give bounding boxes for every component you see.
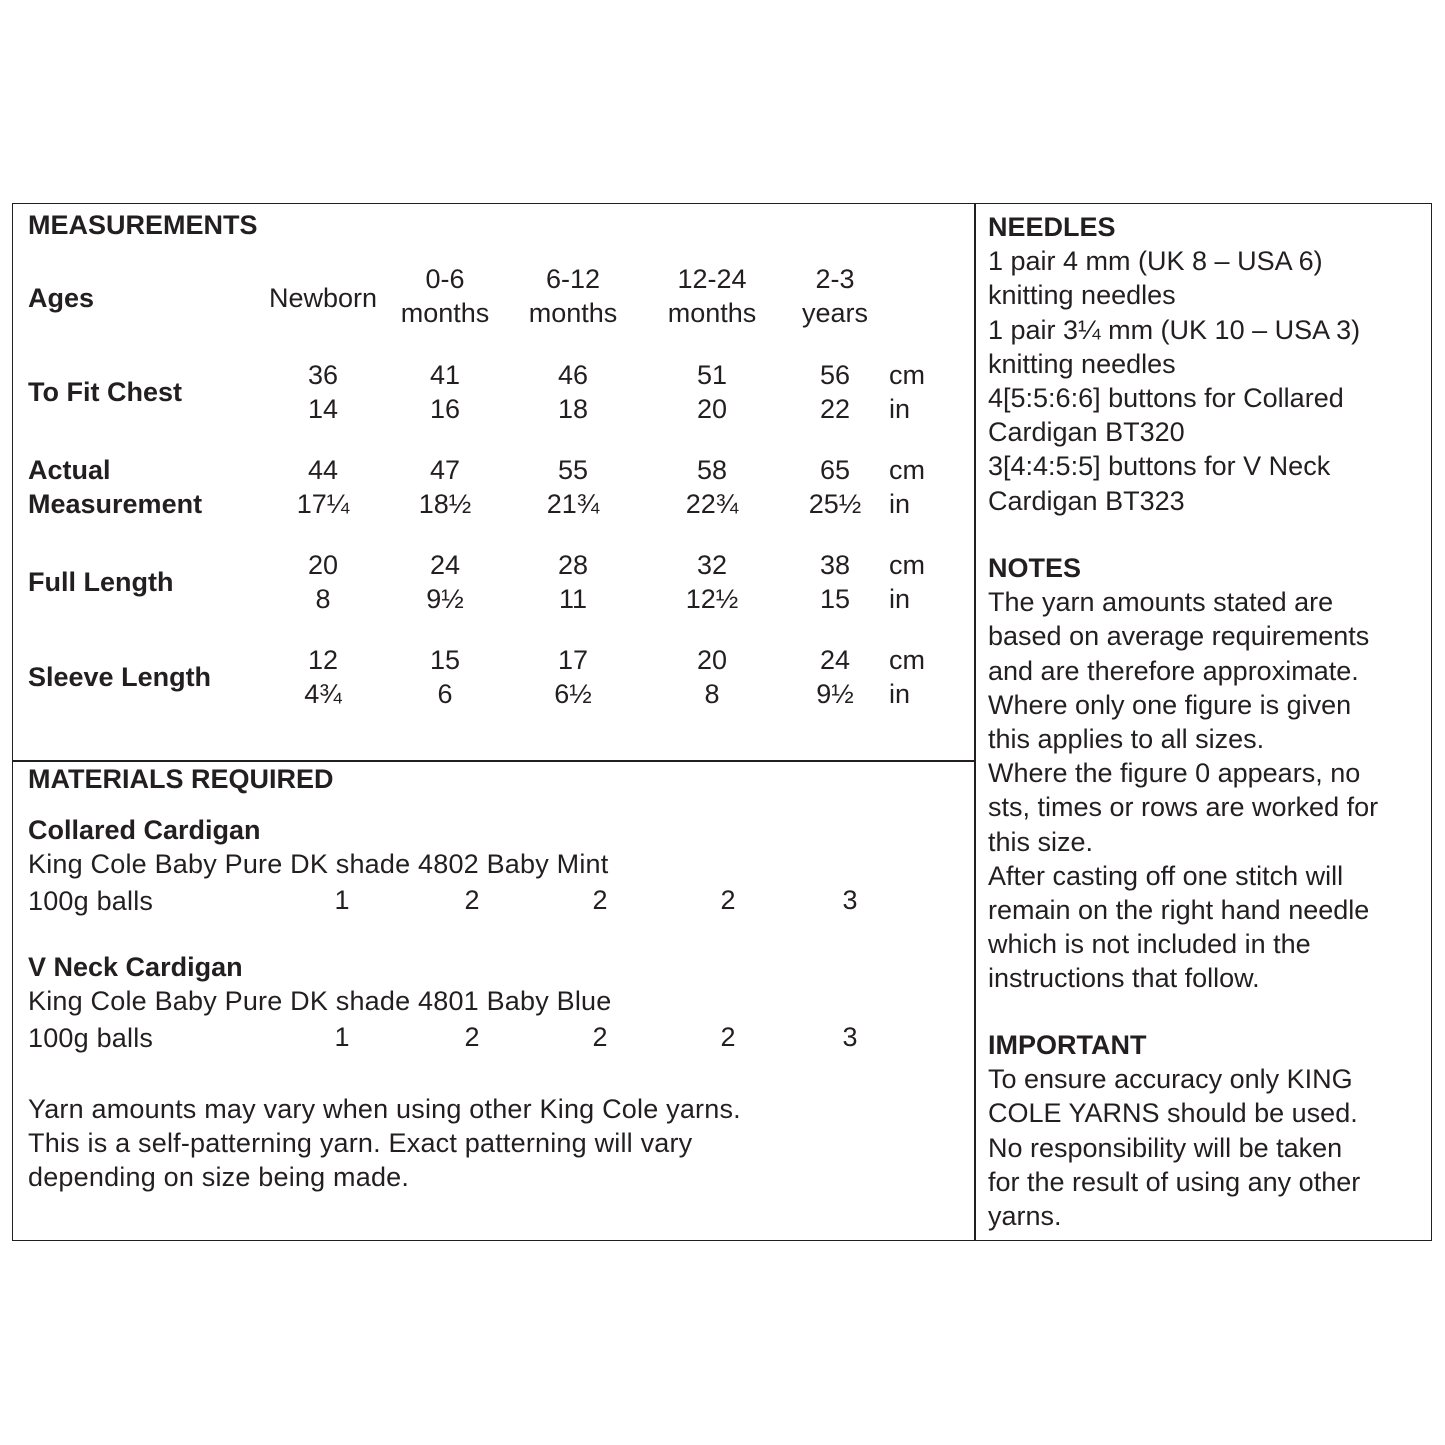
in-value: 8 (704, 679, 720, 709)
cm-value: 20 (307, 550, 339, 580)
important-text: To ensure accuracy only KING COLE YARNS should be used. No responsibility will be taken for the result of using any other yarns. (988, 1064, 1361, 1232)
garment-name: Collared Cardigan (28, 815, 261, 845)
unit-cm: cm (889, 550, 925, 580)
cm-value: 46 (557, 360, 589, 390)
needles-text: 1 pair 4 mm (UK 8 – USA 6) knitting needles 1 pair 3¼ mm (UK 10 – USA 3) knitting needles 4[5:5:6:6] buttons for Collared Cardigan BT320 3[4:4:5:5] buttons for V Neck Cardigan BT323 (988, 246, 1361, 516)
in-value: 18 (557, 394, 589, 424)
in-value: 9½ (816, 679, 854, 709)
unit-in: in (889, 584, 911, 614)
in-value: 25½ (808, 489, 862, 519)
in-value: 4¾ (304, 679, 342, 709)
notes-text: The yarn amounts stated are based on average requirements and are therefore approximate. Where only one figure is given this applies to all sizes. Where the figure 0 appears, no sts, times or rows are worked for this size. After casting off one stitch will remain on the right hand needle which is not included in the instructions that follow. (988, 587, 1379, 994)
unit-in: in (889, 394, 911, 424)
in-value: 12½ (685, 584, 739, 614)
in-value: 21¾ (546, 489, 600, 519)
row-label: Full Length (28, 567, 174, 597)
in-value: 6½ (554, 679, 592, 709)
section-divider (12, 760, 975, 762)
yarn-description: King Cole Baby Pure DK shade 4801 Baby Blue (28, 986, 612, 1016)
ball-count: 1 (334, 885, 350, 915)
cm-value: 15 (429, 645, 461, 675)
age-header: Newborn (268, 283, 378, 313)
important-section (988, 1028, 1428, 1233)
age-header: years (801, 298, 869, 328)
cm-value: 24 (819, 645, 851, 675)
cm-value: 20 (696, 645, 728, 675)
cm-value: 12 (307, 645, 339, 675)
age-header: months (400, 298, 490, 328)
notes-section (988, 551, 1428, 996)
row-label: Sleeve Length (28, 662, 212, 692)
column-divider (974, 203, 976, 1241)
in-value: 17¼ (296, 489, 350, 519)
ball-count: 2 (464, 885, 480, 915)
measurements-heading: MEASUREMENTS (28, 210, 258, 240)
in-value: 18½ (418, 489, 472, 519)
unit-in: in (889, 489, 911, 519)
unit-cm: cm (889, 645, 925, 675)
in-value: 6 (437, 679, 453, 709)
in-value: 14 (307, 394, 339, 424)
balls-label: 100g balls (28, 1023, 154, 1053)
cm-value: 58 (696, 455, 728, 485)
in-value: 8 (315, 584, 331, 614)
row-label: To Fit Chest (28, 377, 182, 407)
unit-cm: cm (889, 455, 925, 485)
ball-count: 2 (720, 885, 736, 915)
ball-count: 1 (334, 1022, 350, 1052)
cm-value: 36 (307, 360, 339, 390)
in-value: 22¾ (685, 489, 739, 519)
materials-heading: MATERIALS REQUIRED (28, 764, 334, 794)
unit-cm: cm (889, 360, 925, 390)
ball-count: 2 (720, 1022, 736, 1052)
yarn-note-line: Yarn amounts may vary when using other King Cole yarns. (28, 1094, 741, 1124)
cm-value: 65 (819, 455, 851, 485)
garment-name: V Neck Cardigan (28, 952, 243, 982)
age-header: months (528, 298, 618, 328)
ball-count: 3 (842, 885, 858, 915)
ball-count: 3 (842, 1022, 858, 1052)
age-header: 2-3 (815, 264, 855, 294)
needles-section (988, 210, 1428, 518)
in-value: 15 (819, 584, 851, 614)
cm-value: 24 (429, 550, 461, 580)
cm-value: 55 (557, 455, 589, 485)
cm-value: 44 (307, 455, 339, 485)
yarn-note-line: depending on size being made. (28, 1162, 410, 1192)
ball-count: 2 (592, 885, 608, 915)
yarn-description: King Cole Baby Pure DK shade 4802 Baby Mint (28, 849, 609, 879)
cm-value: 51 (696, 360, 728, 390)
cm-value: 41 (429, 360, 461, 390)
row-label: Actual (28, 455, 111, 485)
important-heading: IMPORTANT (988, 1030, 1147, 1060)
age-header: 12-24 (677, 264, 747, 294)
cm-value: 32 (696, 550, 728, 580)
age-header: 0-6 (425, 264, 465, 294)
cm-value: 17 (557, 645, 589, 675)
cm-value: 56 (819, 360, 851, 390)
in-value: 22 (819, 394, 851, 424)
in-value: 16 (429, 394, 461, 424)
yarn-note (28, 1092, 741, 1194)
needles-heading: NEEDLES (988, 212, 1116, 242)
cm-value: 38 (819, 550, 851, 580)
in-value: 20 (696, 394, 728, 424)
ball-count: 2 (592, 1022, 608, 1052)
unit-in: in (889, 679, 911, 709)
ages-label: Ages (28, 283, 95, 313)
age-header: 6-12 (545, 264, 601, 294)
row-label: Measurement (28, 489, 203, 519)
cm-value: 47 (429, 455, 461, 485)
age-header: months (667, 298, 757, 328)
in-value: 9½ (426, 584, 464, 614)
notes-heading: NOTES (988, 553, 1082, 583)
in-value: 11 (558, 584, 588, 614)
yarn-note-line: This is a self-patterning yarn. Exact patterning will vary (28, 1128, 693, 1158)
ball-count: 2 (464, 1022, 480, 1052)
balls-label: 100g balls (28, 886, 154, 916)
cm-value: 28 (557, 550, 589, 580)
